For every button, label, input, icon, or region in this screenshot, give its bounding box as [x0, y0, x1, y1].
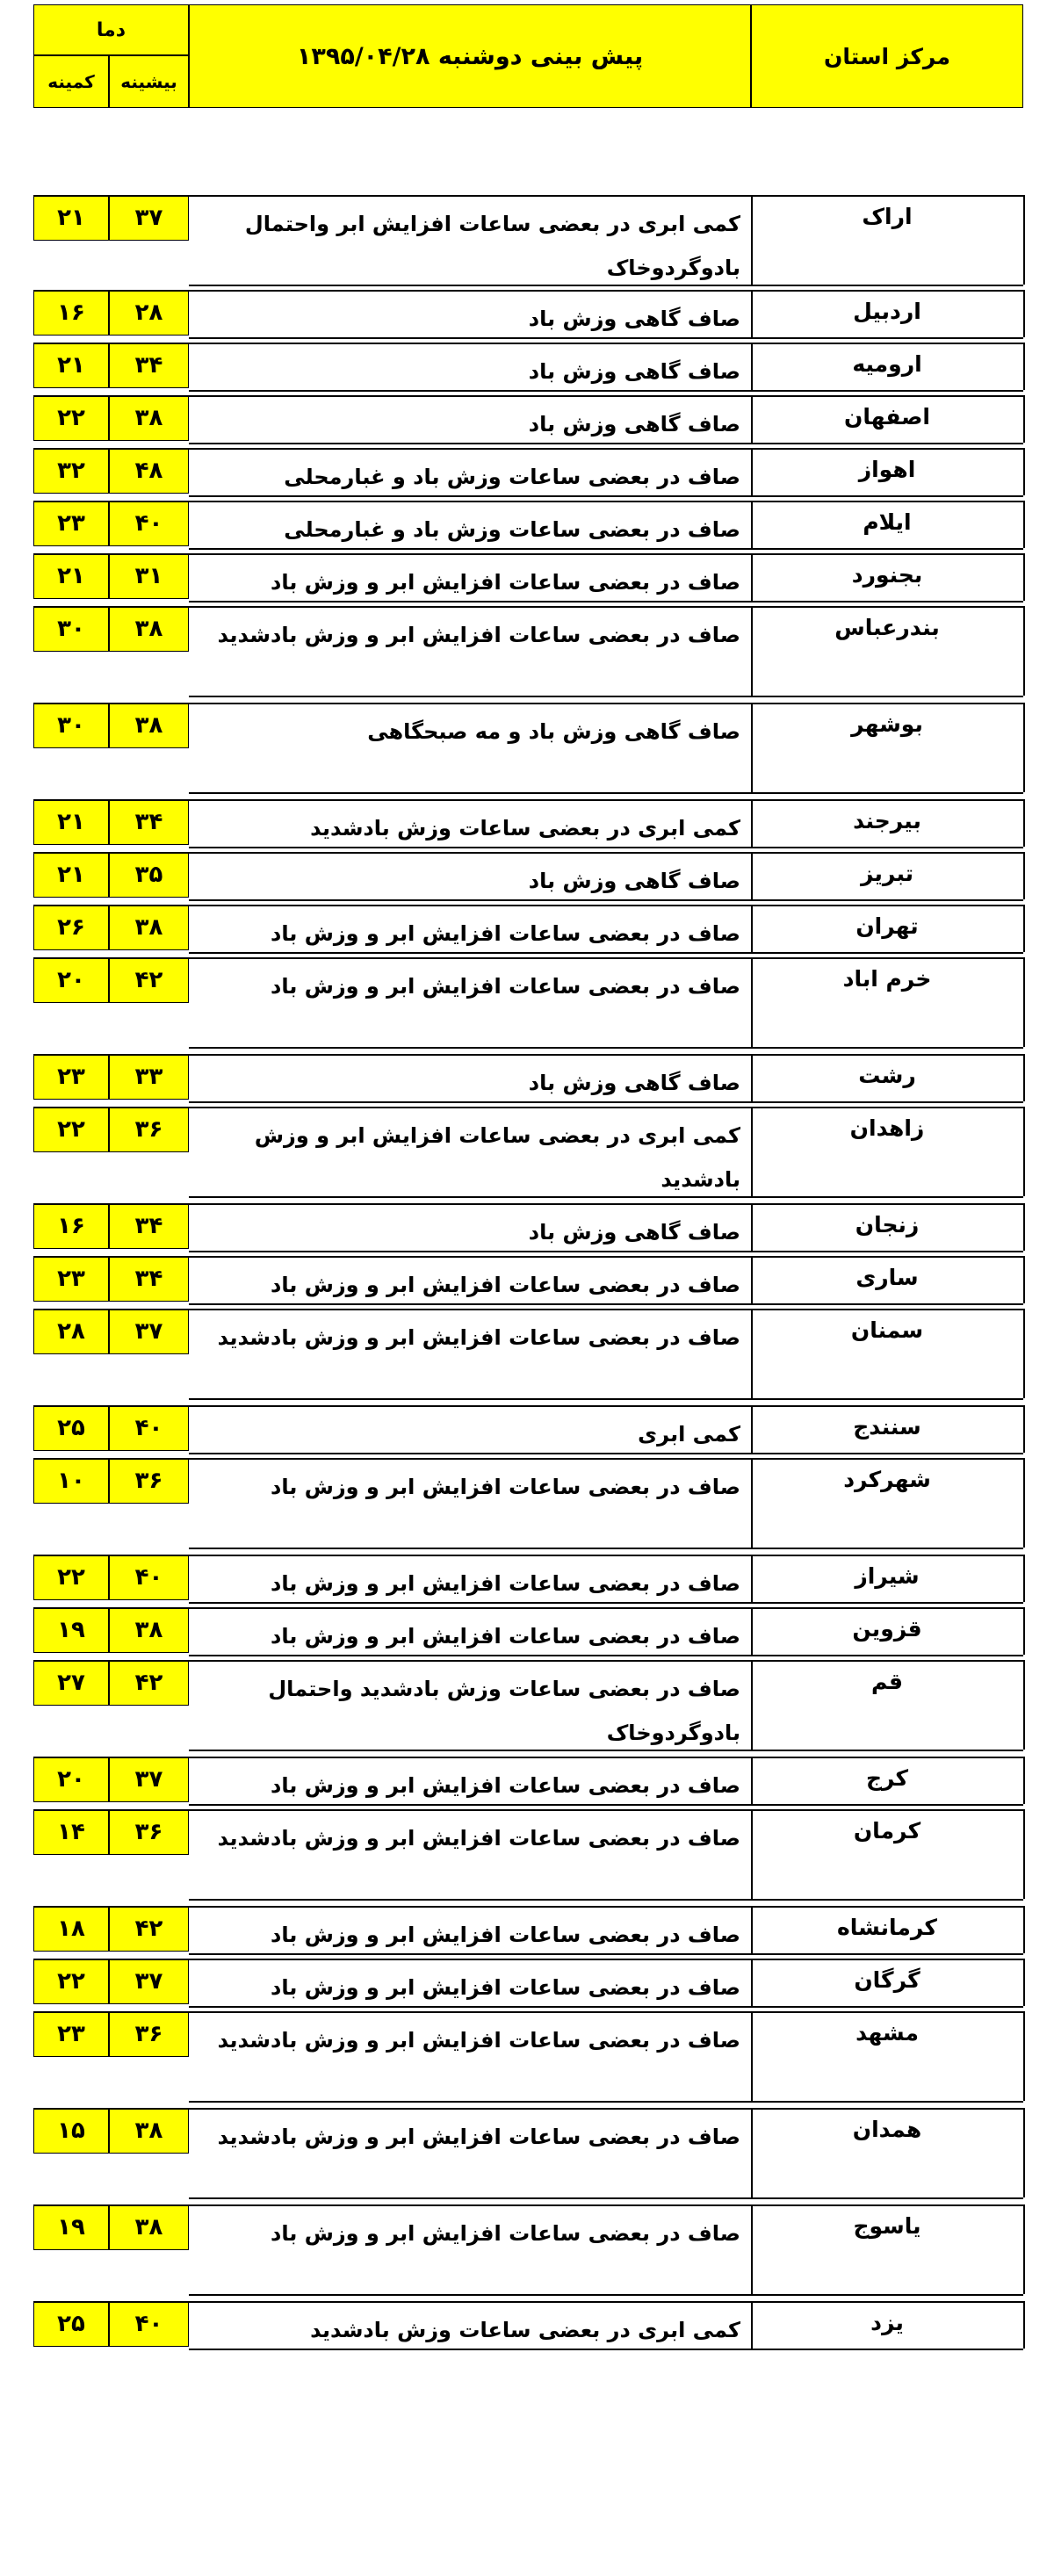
row-right-border: [1023, 1054, 1025, 1101]
row-bottom-line: [189, 337, 1023, 339]
city-name: رشت: [858, 1063, 916, 1088]
forecast-text: کمی ابری در بعضی ساعات افزایش ابر و وزش بادشدید: [254, 1123, 740, 1192]
row-top-line: [33, 1757, 1023, 1758]
row-bottom-line: [189, 2294, 1023, 2296]
max-temp: ۳۶: [109, 1458, 189, 1504]
row-top-line: [33, 606, 1023, 608]
row-right-border: [1023, 2108, 1025, 2197]
row-top-line: [33, 1107, 1023, 1108]
city-name: بیرجند: [853, 808, 921, 833]
max-temp: ۳۸: [109, 395, 189, 441]
row-divider-line: [751, 2011, 753, 2101]
row-bottom-line: [189, 601, 1023, 603]
min-temp: ۲۲: [33, 1959, 109, 2004]
min-temp: ۲۱: [33, 799, 109, 845]
forecast-text: صاف در بعضی ساعات افزایش ابر و وزش باد: [271, 1475, 740, 1499]
city-name: اهواز: [858, 457, 916, 482]
city-name: همدان: [852, 2117, 922, 2142]
max-temp: ۳۷: [109, 195, 189, 241]
forecast-text: صاف در بعضی ساعات وزش باد و غبارمحلی: [284, 517, 740, 542]
min-temp: ۲۵: [33, 1405, 109, 1451]
row-top-line: [33, 1660, 1023, 1662]
row-bottom-line: [189, 1804, 1023, 1806]
row-divider-line: [751, 1054, 753, 1101]
city-name: یزد: [870, 2310, 904, 2335]
row-top-line: [33, 1256, 1023, 1258]
row-divider-line: [751, 1959, 753, 2006]
row-bottom-line: [189, 495, 1023, 497]
max-temp: ۳۴: [109, 799, 189, 845]
max-temp: ۴۲: [109, 957, 189, 1003]
city-name: شهرکرد: [843, 1467, 931, 1492]
row-bottom-line: [189, 792, 1023, 794]
row-top-line: [33, 905, 1023, 906]
row-divider-line: [751, 1107, 753, 1196]
city-name: مشهد: [855, 2020, 919, 2046]
row-divider-line: [751, 1660, 753, 1750]
row-top-line: [33, 343, 1023, 344]
row-right-border: [1023, 1107, 1025, 1196]
min-temp: ۲۵: [33, 2301, 109, 2347]
min-temp: ۲۲: [33, 1107, 109, 1152]
max-temp: ۳۵: [109, 852, 189, 898]
forecast-text: صاف گاهی وزش باد: [528, 869, 740, 893]
row-divider-line: [751, 1906, 753, 1953]
city-name: سمنان: [850, 1317, 924, 1343]
city-name: قزوین: [852, 1616, 922, 1642]
forecast-text: صاف در بعضی ساعات افزایش ابر و وزش بادشدید: [217, 2028, 740, 2053]
header-min-label: کمینه: [33, 55, 109, 108]
min-temp: ۲۶: [33, 905, 109, 950]
row-divider-line: [751, 553, 753, 601]
row-bottom-line: [189, 1251, 1023, 1252]
row-right-border: [1023, 2204, 1025, 2294]
row-bottom-line: [189, 696, 1023, 697]
max-temp: ۳۸: [109, 703, 189, 748]
forecast-text: صاف گاهی وزش باد: [528, 359, 740, 384]
max-temp: ۳۴: [109, 1203, 189, 1249]
row-divider-line: [751, 1809, 753, 1899]
row-top-line: [33, 1809, 1023, 1811]
row-right-border: [1023, 799, 1025, 847]
max-temp: ۳۴: [109, 1256, 189, 1302]
row-divider-line: [751, 501, 753, 548]
forecast-text: صاف در بعضی ساعات افزایش ابر و وزش باد: [271, 2221, 740, 2246]
city-name: قم: [871, 1669, 903, 1694]
row-top-line: [33, 553, 1023, 555]
row-bottom-line: [189, 1655, 1023, 1656]
row-top-line: [33, 1458, 1023, 1460]
row-bottom-line: [189, 390, 1023, 392]
max-temp: ۴۲: [109, 1660, 189, 1706]
row-right-border: [1023, 1405, 1025, 1453]
city-name: یاسوج: [853, 2213, 921, 2239]
row-top-line: [33, 957, 1023, 959]
min-temp: ۲۷: [33, 1660, 109, 1706]
row-top-line: [33, 1309, 1023, 1310]
row-bottom-line: [189, 2101, 1023, 2103]
row-bottom-line: [189, 1398, 1023, 1400]
city-name: ایلام: [863, 509, 912, 535]
forecast-text: کمی ابری در بعضی ساعات وزش بادشدید: [310, 2318, 740, 2342]
row-divider-line: [751, 1203, 753, 1251]
city-name: ساری: [855, 1265, 919, 1290]
city-name: تبریز: [860, 861, 914, 886]
min-temp: ۱۹: [33, 1607, 109, 1653]
row-top-line: [33, 1405, 1023, 1407]
max-temp: ۳۴: [109, 343, 189, 388]
forecast-text: صاف در بعضی ساعات افزایش ابر و وزش باد: [271, 1773, 740, 1798]
min-temp: ۱۸: [33, 1906, 109, 1952]
row-divider-line: [751, 343, 753, 390]
city-name: کرج: [865, 1765, 909, 1791]
row-right-border: [1023, 1203, 1025, 1251]
min-temp: ۲۱: [33, 195, 109, 241]
max-temp: ۴۸: [109, 448, 189, 494]
forecast-text: صاف در بعضی ساعات افزایش ابر و وزش بادشدید: [217, 1325, 740, 1350]
row-right-border: [1023, 852, 1025, 899]
row-divider-line: [751, 1405, 753, 1453]
row-bottom-line: [189, 952, 1023, 954]
row-top-line: [33, 2108, 1023, 2110]
row-divider-line: [751, 799, 753, 847]
forecast-text: صاف گاهی وزش باد: [528, 1220, 740, 1245]
row-top-line: [33, 1607, 1023, 1609]
max-temp: ۳۷: [109, 1309, 189, 1354]
row-bottom-line: [189, 1101, 1023, 1103]
max-temp: ۳۳: [109, 1054, 189, 1100]
row-divider-line: [751, 703, 753, 792]
forecast-text: صاف در بعضی ساعات افزایش ابر و وزش باد: [271, 1273, 740, 1297]
row-bottom-line: [189, 1453, 1023, 1454]
row-right-border: [1023, 195, 1025, 285]
min-temp: ۱۶: [33, 1203, 109, 1249]
min-temp: ۱۶: [33, 290, 109, 336]
row-bottom-line: [189, 443, 1023, 444]
min-temp: ۲۸: [33, 1309, 109, 1354]
city-name: بندرعباس: [834, 615, 940, 640]
row-divider-line: [751, 1256, 753, 1303]
forecast-text: صاف گاهی وزش باد: [528, 412, 740, 437]
row-top-line: [33, 290, 1023, 292]
row-bottom-line: [189, 1548, 1023, 1549]
header-temp-label: دما: [33, 4, 189, 55]
row-top-line: [33, 799, 1023, 801]
row-bottom-line: [189, 1303, 1023, 1305]
row-top-line: [33, 2204, 1023, 2206]
max-temp: ۳۱: [109, 553, 189, 599]
row-right-border: [1023, 1959, 1025, 2006]
row-bottom-line: [189, 2006, 1023, 2008]
min-temp: ۱۹: [33, 2204, 109, 2250]
max-temp: ۳۶: [109, 1809, 189, 1855]
min-temp: ۳۰: [33, 703, 109, 748]
max-temp: ۳۶: [109, 1107, 189, 1152]
forecast-text: کمی ابری در بعضی ساعات افزایش ابر واحتمال بادوگردوخاک: [244, 212, 740, 280]
min-temp: ۲۲: [33, 395, 109, 441]
city-name: زنجان: [855, 1212, 920, 1237]
row-divider-line: [751, 1607, 753, 1655]
forecast-text: صاف در بعضی ساعات افزایش ابر و وزش بادشدید: [217, 623, 740, 647]
forecast-text: صاف در بعضی ساعات افزایش ابر و وزش باد: [271, 1975, 740, 2000]
city-name: بوشهر: [851, 711, 923, 737]
forecast-text: صاف در بعضی ساعات وزش بادشدید واحتمال بادوگردوخاک: [268, 1677, 740, 1745]
max-temp: ۴۰: [109, 2301, 189, 2347]
row-top-line: [33, 2301, 1023, 2303]
city-name: اردبیل: [853, 299, 921, 324]
row-right-border: [1023, 1757, 1025, 1804]
row-divider-line: [751, 1555, 753, 1602]
max-temp: ۳۷: [109, 1757, 189, 1802]
min-temp: ۳۲: [33, 448, 109, 494]
max-temp: ۳۸: [109, 1607, 189, 1653]
row-top-line: [33, 703, 1023, 704]
row-top-line: [33, 2011, 1023, 2013]
row-divider-line: [751, 957, 753, 1047]
header-forecast-title: پیش بینی دوشنبه ۱۳۹۵/۰۴/۲۸: [189, 4, 751, 108]
forecast-text: صاف گاهی وزش باد: [528, 1071, 740, 1095]
row-top-line: [33, 1054, 1023, 1056]
row-divider-line: [751, 448, 753, 495]
max-temp: ۳۸: [109, 606, 189, 652]
max-temp: ۴۰: [109, 1555, 189, 1600]
forecast-text: صاف گاهی وزش باد: [528, 307, 740, 331]
forecast-text: صاف گاهی وزش باد و مه صبحگاهی: [367, 719, 740, 744]
forecast-text: صاف در بعضی ساعات وزش باد و غبارمحلی: [284, 465, 740, 489]
min-temp: ۳۰: [33, 606, 109, 652]
row-top-line: [33, 1203, 1023, 1205]
row-bottom-line: [189, 1750, 1023, 1751]
row-right-border: [1023, 1555, 1025, 1602]
city-name: کرمان: [853, 1818, 921, 1844]
row-right-border: [1023, 2301, 1025, 2349]
city-name: اصفهان: [844, 404, 930, 429]
forecast-text: صاف در بعضی ساعات افزایش ابر و وزش باد: [271, 1923, 740, 1947]
row-divider-line: [751, 852, 753, 899]
row-right-border: [1023, 1906, 1025, 1953]
forecast-text: صاف در بعضی ساعات افزایش ابر و وزش باد: [271, 921, 740, 946]
city-name: تهران: [855, 913, 919, 939]
city-name: کرمانشاه: [837, 1915, 937, 1940]
row-right-border: [1023, 905, 1025, 952]
max-temp: ۲۸: [109, 290, 189, 336]
row-divider-line: [751, 2108, 753, 2197]
min-temp: ۲۳: [33, 1256, 109, 1302]
city-name: بجنورد: [851, 562, 923, 588]
header-center-label: مرکز استان: [751, 4, 1023, 108]
row-top-line: [33, 448, 1023, 450]
min-temp: ۲۳: [33, 1054, 109, 1100]
row-divider-line: [751, 195, 753, 285]
row-top-line: [33, 1555, 1023, 1556]
row-right-border: [1023, 1607, 1025, 1655]
row-right-border: [1023, 343, 1025, 390]
min-temp: ۲۲: [33, 1555, 109, 1600]
row-bottom-line: [189, 1196, 1023, 1198]
row-bottom-line: [189, 2197, 1023, 2199]
min-temp: ۲۳: [33, 2011, 109, 2057]
row-divider-line: [751, 290, 753, 337]
row-bottom-line: [189, 1899, 1023, 1901]
row-right-border: [1023, 448, 1025, 495]
row-top-line: [33, 1906, 1023, 1908]
forecast-text: صاف در بعضی ساعات افزایش ابر و وزش بادشدید: [217, 1826, 740, 1851]
row-divider-line: [751, 2204, 753, 2294]
row-right-border: [1023, 290, 1025, 337]
row-right-border: [1023, 703, 1025, 792]
row-top-line: [33, 1959, 1023, 1960]
row-right-border: [1023, 395, 1025, 443]
row-right-border: [1023, 2011, 1025, 2101]
row-bottom-line: [189, 847, 1023, 848]
min-temp: ۱۴: [33, 1809, 109, 1855]
min-temp: ۲۰: [33, 1757, 109, 1802]
row-divider-line: [751, 395, 753, 443]
row-divider-line: [751, 1309, 753, 1398]
row-bottom-line: [189, 2349, 1023, 2350]
forecast-text: صاف در بعضی ساعات افزایش ابر و وزش باد: [271, 974, 740, 999]
row-divider-line: [751, 905, 753, 952]
max-temp: ۴۲: [109, 1906, 189, 1952]
row-bottom-line: [189, 548, 1023, 550]
row-divider-line: [751, 2301, 753, 2349]
max-temp: ۳۷: [109, 1959, 189, 2004]
forecast-text: صاف در بعضی ساعات افزایش ابر و وزش باد: [271, 570, 740, 595]
row-top-line: [33, 395, 1023, 397]
row-right-border: [1023, 501, 1025, 548]
header-max-label: بیشینه: [109, 55, 189, 108]
forecast-text: کمی ابری: [638, 1422, 740, 1447]
forecast-text: صاف در بعضی ساعات افزایش ابر و وزش بادشدید: [217, 2125, 740, 2149]
min-temp: ۲۱: [33, 343, 109, 388]
row-bottom-line: [189, 1602, 1023, 1604]
forecast-text: کمی ابری در بعضی ساعات وزش بادشدید: [310, 816, 740, 841]
row-right-border: [1023, 1309, 1025, 1398]
min-temp: ۲۰: [33, 957, 109, 1003]
row-bottom-line: [189, 1953, 1023, 1955]
row-right-border: [1023, 553, 1025, 601]
min-temp: ۱۰: [33, 1458, 109, 1504]
max-temp: ۳۸: [109, 2204, 189, 2250]
max-temp: ۴۰: [109, 501, 189, 546]
min-temp: ۲۱: [33, 553, 109, 599]
row-right-border: [1023, 1809, 1025, 1899]
row-right-border: [1023, 1660, 1025, 1750]
min-temp: ۱۵: [33, 2108, 109, 2154]
row-divider-line: [751, 1757, 753, 1804]
row-right-border: [1023, 957, 1025, 1047]
row-right-border: [1023, 1256, 1025, 1303]
city-name: سنندج: [853, 1414, 921, 1440]
city-name: شیراز: [855, 1563, 920, 1589]
max-temp: ۳۸: [109, 2108, 189, 2154]
row-top-line: [33, 852, 1023, 854]
row-right-border: [1023, 606, 1025, 696]
row-right-border: [1023, 1458, 1025, 1548]
row-top-line: [33, 195, 1023, 197]
forecast-text: صاف در بعضی ساعات افزایش ابر و وزش باد: [271, 1571, 740, 1596]
city-name: اراک: [862, 204, 913, 229]
row-bottom-line: [189, 1047, 1023, 1049]
city-name: ارومیه: [852, 351, 922, 377]
forecast-text: صاف در بعضی ساعات افزایش ابر و وزش باد: [271, 1624, 740, 1649]
city-name: خرم اباد: [842, 966, 932, 992]
max-temp: ۳۸: [109, 905, 189, 950]
min-temp: ۲۱: [33, 852, 109, 898]
max-temp: ۳۶: [109, 2011, 189, 2057]
row-bottom-line: [189, 899, 1023, 901]
min-temp: ۲۳: [33, 501, 109, 546]
city-name: گرگان: [854, 1967, 920, 1993]
city-name: زاهدان: [849, 1115, 925, 1141]
max-temp: ۴۰: [109, 1405, 189, 1451]
row-top-line: [33, 501, 1023, 502]
row-divider-line: [751, 1458, 753, 1548]
row-bottom-line: [189, 285, 1023, 286]
row-divider-line: [751, 606, 753, 696]
